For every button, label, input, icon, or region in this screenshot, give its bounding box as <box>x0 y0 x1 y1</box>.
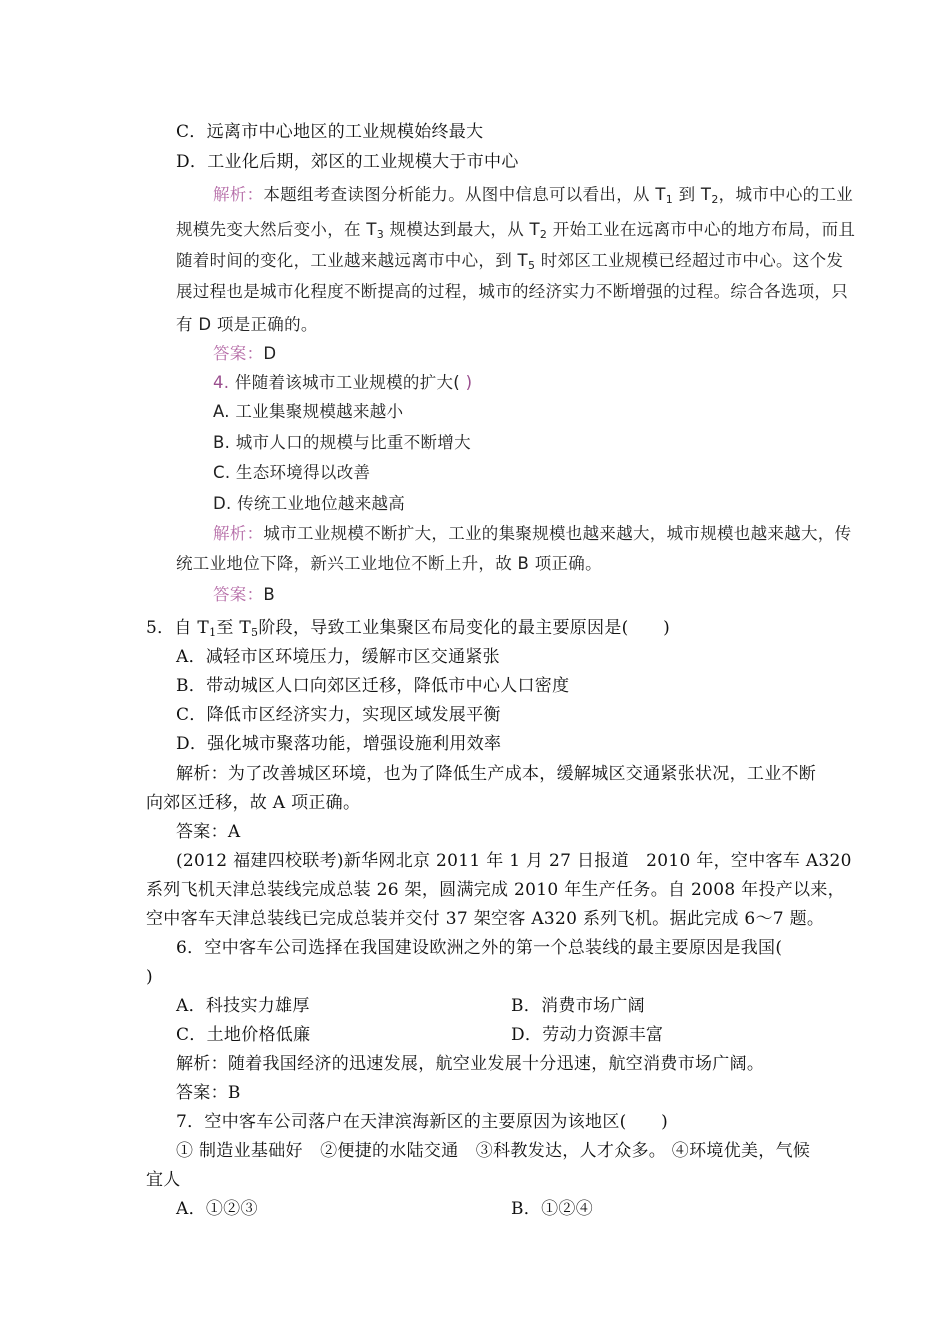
q5-stem: 5．自 $T_1$至 $T_5$阶段，导致工业集聚区布局变化的最主要原因是( ) <box>146 618 671 639</box>
q7-items-line-2: 宜人 <box>146 1170 181 1190</box>
q5-option-c: C．降低市区经济实力，实现区域发展平衡 <box>176 705 501 725</box>
q6-answer: 答案：B <box>176 1083 241 1103</box>
q4-answer: 答案：B <box>213 585 276 604</box>
q4-analysis-line-1: 解析：城市工业规模不断扩大，工业的集聚规模也越来越大，城市规模也越来越大，传 <box>213 524 852 543</box>
q3-answer: 答案：D <box>213 344 277 363</box>
q3-analysis-line-4: 展过程也是城市化程度不断提高的过程，城市的经济实力不断增强的过程。综合各选项，只 <box>176 282 848 301</box>
q6-analysis: 解析：随着我国经济的迅速发展，航空业发展十分迅速，航空消费市场广阔。 <box>176 1054 765 1074</box>
analysis-label: 解析： <box>213 185 264 204</box>
q3-option-c: C．远离市中心地区的工业规模始终最大 <box>176 122 484 142</box>
q4-stem: 4. 伴随着该城市工业规模的扩大( ) <box>213 373 473 392</box>
q3-analysis-line-2: 规模先变大然后变小，在 $T_3$ 规模达到最大，从 $T_2$ 开始工业在远离市中心的地方布局，而且 <box>176 220 856 241</box>
q6-stem-line-2: ) <box>146 967 153 987</box>
q4-option-b: B. 城市人口的规模与比重不断增大 <box>213 433 471 452</box>
passage-line-3: 空中客车天津总装线已完成总装并交付 37 架空客 A320 系列飞机。据此完成 6～7 题。 <box>146 909 825 929</box>
q6-option-a: A．科技实力雄厚 <box>176 996 310 1016</box>
q3-analysis-line-5: 有 D 项是正确的。 <box>176 315 318 334</box>
q5-analysis-line-1: 解析：为了改善城区环境，也为了降低生产成本，缓解城区交通紧张状况，工业不断 <box>176 764 817 784</box>
q7-option-b: B．①②④ <box>511 1199 593 1219</box>
q6-stem-line-1: 6．空中客车公司选择在我国建设欧洲之外的第一个总装线的最主要原因是我国( <box>176 938 783 958</box>
q3-option-d: D．工业化后期，郊区的工业规模大于市中心 <box>176 152 519 172</box>
q4-option-d: D. 传统工业地位越来越高 <box>213 494 406 513</box>
q6-option-b: B．消费市场广阔 <box>511 996 645 1016</box>
q5-answer: 答案：A <box>176 822 241 842</box>
q5-analysis-line-2: 向郊区迁移，故 A 项正确。 <box>146 793 361 813</box>
q6-option-d: D．劳动力资源丰富 <box>511 1025 664 1045</box>
q7-items-line-1: ① 制造业基础好 ②便捷的水陆交通 ③科教发达，人才众多。 ④环境优美，气候 <box>176 1141 811 1161</box>
passage-line-2: 系列飞机天津总装线完成总装 26 架，圆满完成 2010 年生产任务。自 2008 年投产以来， <box>146 880 845 900</box>
q7-option-a: A．①②③ <box>176 1199 258 1219</box>
q4-analysis-line-2: 统工业地位下降，新兴工业地位不断上升，故 B 项正确。 <box>176 554 602 573</box>
passage-line-1: (2012 福建四校联考)新华网北京 2011 年 1 月 27 日报道 2010 年，空中客车 A320 <box>176 851 852 871</box>
q7-stem: 7．空中客车公司落户在天津滨海新区的主要原因为该地区( ) <box>176 1112 669 1132</box>
q4-option-a: A. 工业集聚规模越来越小 <box>213 402 404 421</box>
q6-option-c: C．土地价格低廉 <box>176 1025 311 1045</box>
q5-option-a: A．减轻市区环境压力，缓解市区交通紧张 <box>176 647 500 667</box>
q3-analysis-line-1: 解析：本题组考查读图分析能力。从图中信息可以看出，从 $T_1$ 到 $T_2$，城市中心的工业 <box>213 185 854 206</box>
q4-option-c: C. 生态环境得以改善 <box>213 463 371 482</box>
q3-analysis-line-3: 随着时间的变化，工业越来越远离市中心，到 $T_5$ 时郊区工业规模已经超过市中心。这个发 <box>176 251 844 272</box>
answer-label: 答案： <box>213 344 264 363</box>
q5-option-d: D．强化城市聚落功能，增强设施利用效率 <box>176 734 502 754</box>
q5-option-b: B．带动城区人口向郊区迁移，降低市中心人口密度 <box>176 676 570 696</box>
